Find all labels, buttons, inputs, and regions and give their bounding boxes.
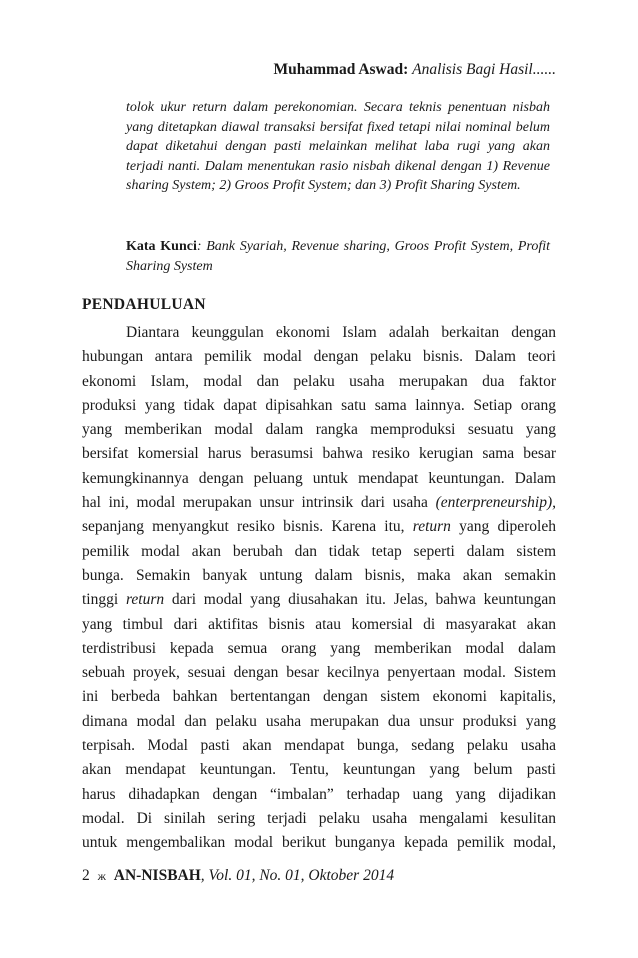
body-line-text: dari modal yang diusahakan itu. Jelas, bahwa keuntungan [164,591,557,609]
body-line [82,588,556,612]
body-line [82,491,556,515]
body-line: yang memberikan modal dalam rangka memproduksi sesuatu yang [82,421,556,439]
body-line: ini berbeda bahkan bertentangan dengan sistem ekonomi kapitalis, [82,688,556,706]
body-line-text: yang diperoleh [450,518,556,536]
journal-issue: , Vol. 01, No. 01, Oktober 2014 [200,867,395,884]
body-line: untuk mengembalikan modal berikut bunganya kepada pemilik modal, [82,834,556,852]
body-line: kemungkinannya dengan peluang untuk mendapat keuntungan. Dalam [82,469,556,487]
abstract-text: tolok ukur return dalam perekonomian. Secara teknis penentuan nisbah yang ditetapkan diawal transaksi bersifat fixed tetapi nilai nominal belum dapat diketahui dengan pasti melainkan melihat laba rugi yang akan terjadi nanti. Dalam menentukan rasio nisbah dikenal dengan 1) Revenue sharing System; 2) Groos Profit System; dan 3) Profit Sharing System. [126,100,550,194]
body-line: bersifat komersial harus berasumsi bahwa resiko kerugian sama besar [82,445,556,463]
body-line: sebuah proyek, sesuai dengan besar kecilnya penyertaan modal. Sistem [82,664,556,682]
page-number: 2 [82,867,90,884]
section-heading: PENDAHULUAN [82,296,206,313]
body-line: terpisah. Modal pasti akan mendapat bunga, sedang pelaku usaha [82,737,556,755]
body-line-text: hal ini, modal merupakan unsur intrinsik dari usaha [82,494,436,512]
body-line: pemilik modal akan berubah dan tidak tetap seperti dalam sistem [82,542,556,560]
body-line: ekonomi Islam, modal dan pelaku usaha merupakan dua faktor [82,372,556,390]
body-line: produksi yang tidak dapat dipisahkan satu sama lainnya. Setiap orang [82,396,556,414]
body-line: hubungan antara pemilik modal dengan pelaku bisnis. Dalam teori [82,348,556,366]
body-line: akan mendapat keuntungan. Tentu, keuntungan yang belum pasti [82,761,556,779]
body-line: terdistribusi kepada semua orang yang memberikan modal dalam [82,639,556,657]
abstract [126,98,550,196]
keywords [126,237,550,277]
page-footer [82,866,394,886]
body-line-emphasis: (enterpreneurship), [435,494,556,512]
header-author: Muhammad Aswad: [273,61,409,78]
footer-separator: ж [97,869,106,883]
body-line-text: tinggi [82,591,126,609]
keywords-label: Kata Kunci [126,239,197,254]
body-line: yang timbul dari aktifitas bisnis atau komersial di masyarakat akan [82,615,556,633]
keywords-text: : Bank Syariah, Revenue sharing, Groos Profit System, Profit Sharing System [126,239,550,274]
body-line: Diantara keunggulan ekonomi Islam adalah berkaitan dengan [126,324,556,341]
keywords-paragraph [126,237,550,277]
running-header [82,60,556,80]
body-line: harus dihadapkan dengan “imbalan” terhadap uang yang dijadikan [82,785,556,803]
body-line-emphasis: return [125,591,165,609]
body-line: dimana modal dan pelaku usaha merupakan dua unsur produksi yang [82,712,556,730]
journal-name: AN-NISBAH [113,867,201,884]
body-paragraph [82,321,556,856]
body-line-emphasis: return [412,518,451,536]
body-line: modal. Di sinilah sering terjadi pelaku usaha mengalami kesulitan [82,809,556,827]
body-line-text: sepanjang menyangkut resiko bisnis. Karena itu, [82,518,413,536]
body-line: bunga. Semakin banyak untung dalam bisnis, maka akan semakin [82,566,556,584]
header-short-title: Analisis Bagi Hasil...... [412,61,556,78]
body-line [82,515,556,539]
